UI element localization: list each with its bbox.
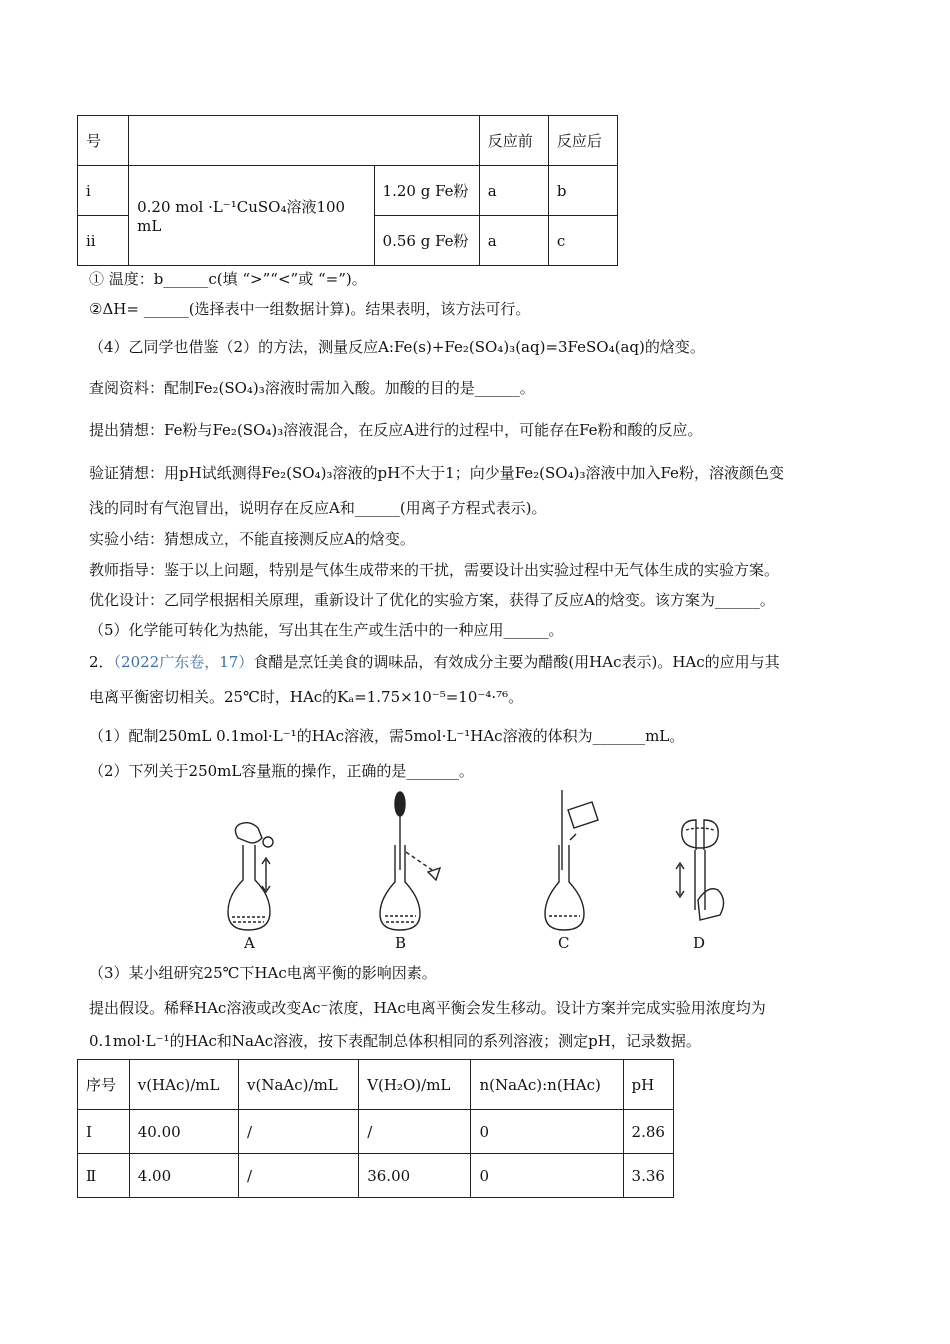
header-v-naac: v(NaAc)/mL xyxy=(239,1060,359,1110)
part5: （5）化学能可转化为热能，写出其在生产或生活中的一种应用______。 xyxy=(89,621,564,639)
header-ratio: n(NaAc):n(HAc) xyxy=(471,1060,623,1110)
header-v-hac: v(HAc)/mL xyxy=(129,1060,238,1110)
ratio-cell: 0 xyxy=(471,1110,623,1154)
ph-cell: 2.86 xyxy=(623,1110,673,1154)
optimized-design: 优化设计：乙同学根据相关原理，重新设计了优化的实验方案，获得了反应A的焓变。该方案为______。 xyxy=(89,591,775,609)
q2-hypothesis: 提出假设。稀释HAc溶液或改变Ac⁻浓度，HAc电离平衡会发生移动。设计方案并完成实验用浓度均为 xyxy=(89,999,766,1017)
figure-label-b: B xyxy=(395,934,407,952)
ph-cell: 3.36 xyxy=(623,1154,673,1198)
q2-part1: （1）配制250mL 0.1mol·L⁻¹的HAc溶液，需5mol·L⁻¹HAc溶液的体积为_______mL。 xyxy=(89,727,685,745)
temp-after: c xyxy=(548,216,617,266)
row-id: i xyxy=(78,166,129,216)
teacher-guidance: 教师指导：鉴于以上问题，特别是气体生成带来的干扰，需要设计出实验过程中无气体生成的实验方案。 xyxy=(89,561,780,579)
question-text: 食醋是烹饪美食的调味品，有效成分主要为醋酸(用HAc表示)。HAc的应用与其 xyxy=(253,653,780,671)
reference-info: 查阅资料：配制Fe₂(SO₄)₃溶液时需加入酸。加酸的目的是______。 xyxy=(89,379,535,397)
serial-cell: Ⅱ xyxy=(78,1154,130,1198)
enthalpy-question: ②ΔH= ______(选择表中一组数据计算)。结果表明，该方法可行。 xyxy=(89,300,531,318)
part4-intro: （4）乙同学也借鉴（2）的方法，测量反应A:Fe(s)+Fe₂(SO₄)₃(aq)=3FeSO₄(aq)的焓变。 xyxy=(89,338,705,356)
header-ph: pH xyxy=(623,1060,673,1110)
row-id: ii xyxy=(78,216,129,266)
v-naac-cell: / xyxy=(239,1154,359,1198)
temp-before: a xyxy=(479,216,548,266)
flask-c xyxy=(545,790,598,930)
v-hac-cell: 40.00 xyxy=(129,1110,238,1154)
header-v-water: V(H₂O)/mL xyxy=(359,1060,471,1110)
question2-first-line xyxy=(89,651,780,673)
figure-label-d: D xyxy=(693,934,706,952)
v-hac-cell: 4.00 xyxy=(129,1154,238,1198)
ratio-cell: 0 xyxy=(471,1154,623,1198)
q2-part3: （3）某小组研究25℃下HAc电离平衡的影响因素。 xyxy=(89,964,437,982)
q2-method: 0.1mol·L⁻¹的HAc和NaAc溶液，按下表配制总体积相同的系列溶液；测定pH，记录数据。 xyxy=(89,1032,701,1050)
temp-question: ① 温度：b______c(填 “>”“<”或 “=”)。 xyxy=(89,270,367,288)
flask-operations-figure xyxy=(0,790,950,970)
serial-cell: Ⅰ xyxy=(78,1110,130,1154)
question2-second-line: 电离平衡密切相关。25℃时，HAc的Kₐ=1.75×10⁻⁵=10⁻⁴·⁷⁶。 xyxy=(89,688,524,706)
question-source: （2022广东卷，17） xyxy=(113,653,254,671)
verification: 验证猜想：用pH试纸测得Fe₂(SO₄)₃溶液的pH不大于1；向少量Fe₂(SO₄)₃溶液中加入Fe粉，溶液颜色变 xyxy=(89,464,784,482)
v-naac-cell: / xyxy=(239,1110,359,1154)
flask-a xyxy=(228,823,273,930)
v-water-cell: / xyxy=(359,1110,471,1154)
solution-cell: 0.20 mol ·L⁻¹CuSO₄溶液100 mL xyxy=(129,166,374,266)
figure-label-a: A xyxy=(244,934,255,952)
header-serial: 序号 xyxy=(78,1060,130,1110)
verification-cont: 浅的同时有气泡冒出，说明存在反应A和______(用离子方程式表示)。 xyxy=(89,499,547,517)
q2-part2: （2）下列关于250mL容量瓶的操作，正确的是_______。 xyxy=(89,762,474,780)
header-number: 号 xyxy=(78,116,129,166)
fe-mass: 1.20 g Fe粉 xyxy=(374,166,479,216)
header-before: 反应前 xyxy=(479,116,548,166)
temp-before: a xyxy=(479,166,548,216)
hypothesis: 提出猜想：Fe粉与Fe₂(SO₄)₃溶液混合，在反应A进行的过程中，可能存在Fe粉和酸的反应。 xyxy=(89,421,703,439)
hac-data-table xyxy=(77,1059,674,1198)
question-number: 2． xyxy=(89,653,114,671)
fe-mass: 0.56 g Fe粉 xyxy=(374,216,479,266)
temp-after: b xyxy=(548,166,617,216)
header-after: 反应后 xyxy=(548,116,617,166)
flask-d xyxy=(676,820,724,920)
reaction-table xyxy=(77,115,618,266)
header-blank xyxy=(129,116,480,166)
flask-b xyxy=(380,792,440,930)
v-water-cell: 36.00 xyxy=(359,1154,471,1198)
figure-label-c: C xyxy=(558,934,570,952)
summary: 实验小结：猜想成立，不能直接测反应A的焓变。 xyxy=(89,530,415,548)
